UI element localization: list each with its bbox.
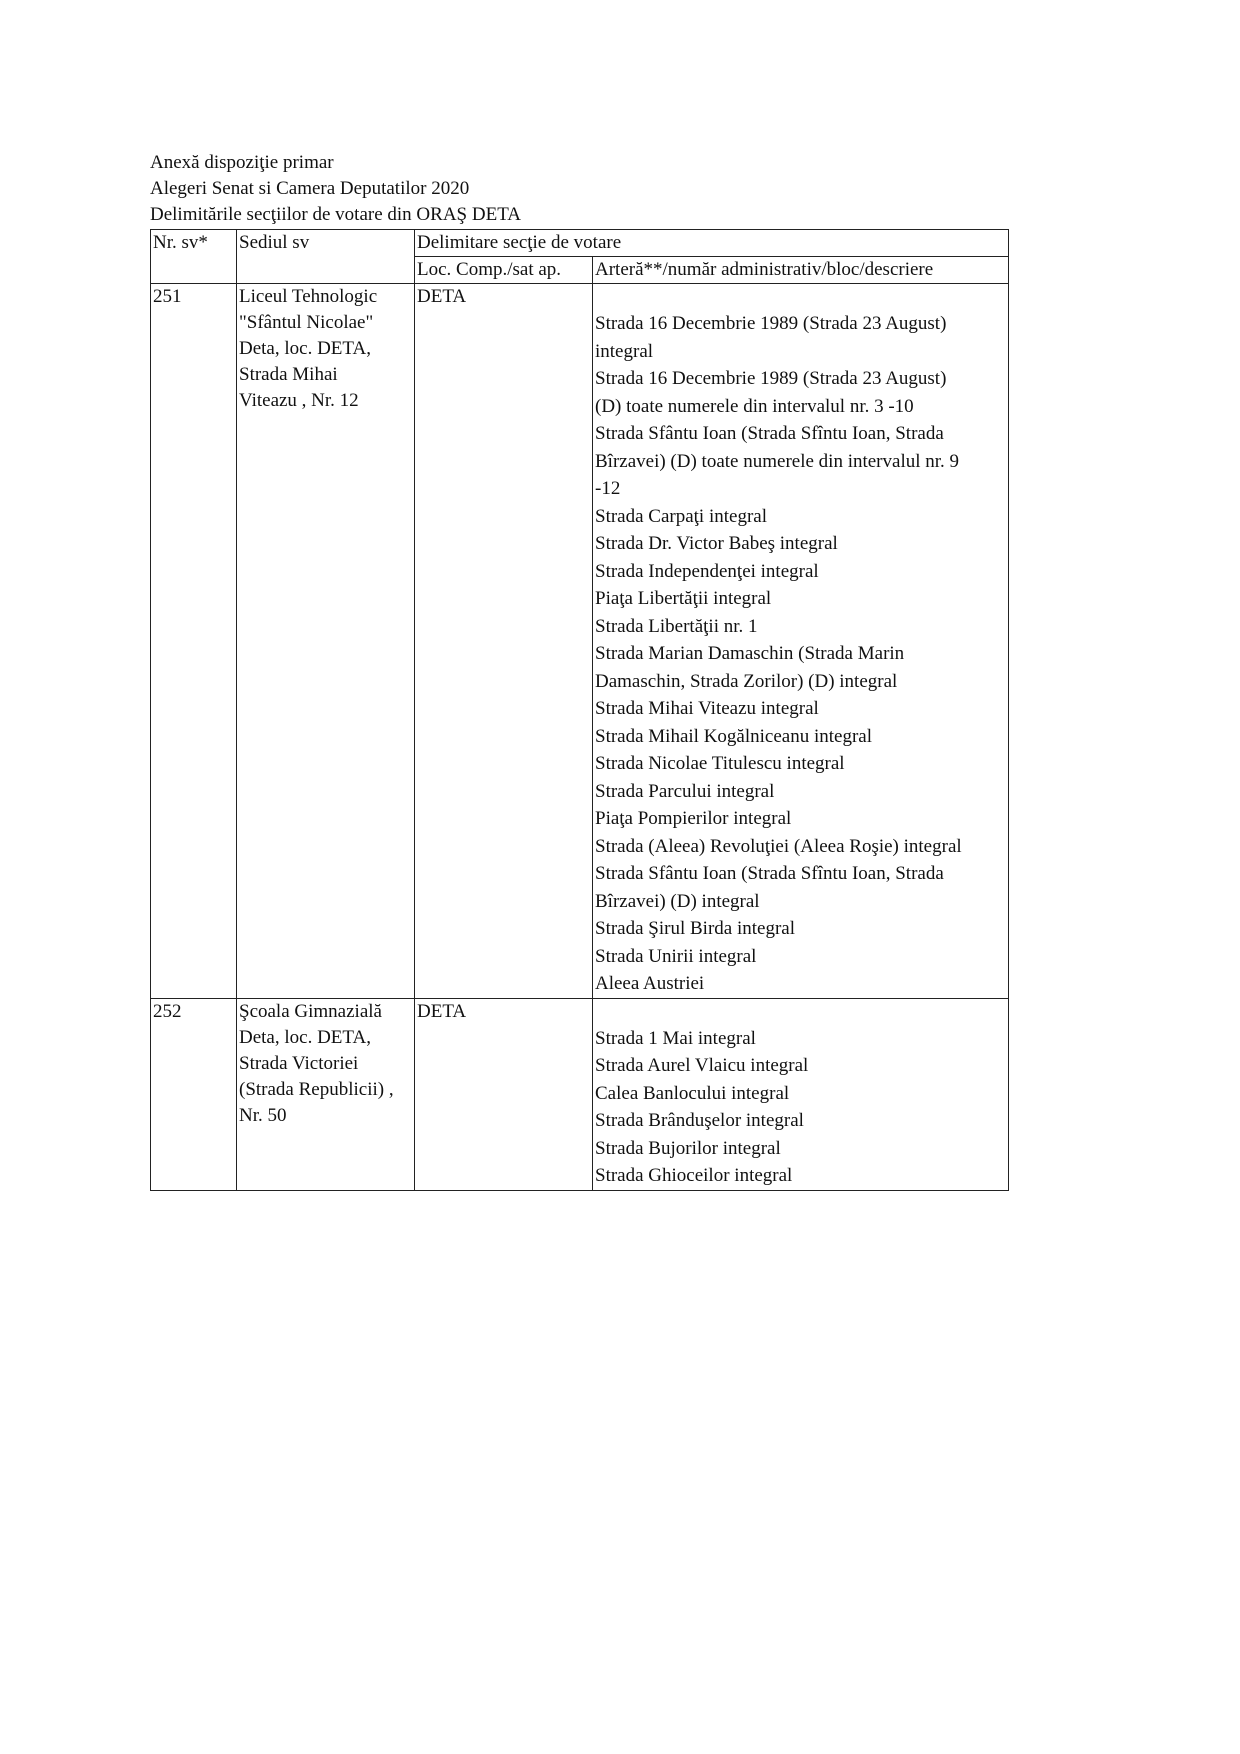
artere-spacer: [595, 284, 1006, 310]
artera-line: Strada (Aleea) Revoluţiei (Aleea Roşie) integral: [595, 835, 962, 857]
artera-line: -12: [595, 478, 621, 499]
header-line-1: Anexă dispoziţie primar: [150, 152, 334, 173]
table-body: [151, 284, 1009, 1191]
artera-line: Aleea Austriei: [595, 973, 705, 994]
artera-line: Strada Şirul Birda integral: [595, 918, 795, 939]
delimitation-table: [150, 229, 1009, 1191]
artera-line: Strada Sfântu Ioan (Strada Sfîntu Ioan, Strada: [595, 863, 944, 884]
section-locality: DETA: [415, 284, 593, 999]
artera-line: Bîrzavei) (D) toate numerele din intervalul nr. 9: [595, 450, 960, 472]
artera-line: Damaschin, Strada Zorilor) (D) integral: [595, 670, 898, 692]
table-row: [151, 998, 1009, 1190]
section-locality: DETA: [415, 998, 593, 1190]
document-page: [150, 150, 1010, 1191]
artera-line: Strada 16 Decembrie 1989 (Strada 23 August): [595, 368, 947, 389]
artera-line: integral: [595, 340, 654, 362]
header-sediu: Sediul sv: [237, 230, 415, 284]
artera-line: Strada 1 Mai integral: [595, 1027, 756, 1049]
artera-line: Bîrzavei) (D) integral: [595, 890, 760, 912]
sediu-line: Strada Victoriei: [239, 1052, 359, 1074]
artera-line: Piaţa Pompierilor integral: [595, 808, 792, 829]
artera-line: Strada Brânduşelor integral: [595, 1110, 804, 1131]
sediu-line: (Strada Republicii) ,: [239, 1078, 394, 1100]
sediu-line: Strada Mihai: [239, 364, 338, 385]
artera-line: Strada Mihai Viteazu integral: [595, 698, 819, 719]
artera-line: Strada Sfântu Ioan (Strada Sfîntu Ioan, Strada: [595, 423, 944, 444]
table-header-row: [151, 230, 1009, 257]
section-number: 252: [151, 998, 237, 1190]
artere-spacer: [595, 999, 1006, 1025]
sediu-line: Şcoala Gimnazială: [239, 1000, 382, 1022]
header-line-2: Alegeri Senat si Camera Deputatilor 2020: [150, 178, 470, 199]
artera-line: Strada Parcului integral: [595, 780, 775, 802]
artera-line: Strada Unirii integral: [595, 945, 757, 967]
header-line-3: Delimitările secţiilor de votare din ORAŞ DETA: [150, 204, 522, 225]
artera-line: Strada Independenţei integral: [595, 560, 819, 582]
sediu-line: "Sfântul Nicolae": [239, 312, 374, 333]
section-artere: [593, 284, 1009, 999]
header-artera: Arteră**/număr administrativ/bloc/descriere: [593, 257, 1009, 284]
section-artere: [593, 998, 1009, 1190]
table-row: [151, 284, 1009, 999]
artera-line: (D) toate numerele din intervalul nr. 3 -10: [595, 395, 914, 417]
sediu-line: Deta, loc. DETA,: [239, 1026, 371, 1048]
header-nr: Nr. sv*: [151, 230, 237, 284]
artera-line: Strada Marian Damaschin (Strada Marin: [595, 643, 905, 664]
artera-line: Strada Aurel Vlaicu integral: [595, 1055, 809, 1076]
section-sediu: [237, 998, 415, 1190]
sediu-line: Viteazu , Nr. 12: [239, 390, 359, 411]
header-delimitare: Delimitare secţie de votare: [415, 230, 1009, 257]
artera-line: Strada Nicolae Titulescu integral: [595, 753, 845, 774]
artera-line: Calea Banlocului integral: [595, 1082, 790, 1104]
sediu-line: Liceul Tehnologic: [239, 286, 378, 307]
artera-line: Strada Mihail Kogălniceanu integral: [595, 725, 872, 747]
sediu-line: Nr. 50: [239, 1104, 287, 1126]
artera-line: Strada Libertăţii nr. 1: [595, 615, 758, 637]
artera-line: Strada Carpaţi integral: [595, 505, 767, 527]
artera-line: Piaţa Libertăţii integral: [595, 588, 772, 609]
artera-line: Strada Ghioceilor integral: [595, 1165, 793, 1186]
sediu-line: Deta, loc. DETA,: [239, 338, 371, 359]
artera-line: Strada Bujorilor integral: [595, 1137, 781, 1159]
section-sediu: [237, 284, 415, 999]
artera-line: Strada 16 Decembrie 1989 (Strada 23 August): [595, 313, 947, 334]
artera-line: Strada Dr. Victor Babeş integral: [595, 533, 838, 554]
section-number: 251: [151, 284, 237, 999]
header-loc: Loc. Comp./sat ap.: [415, 257, 593, 284]
